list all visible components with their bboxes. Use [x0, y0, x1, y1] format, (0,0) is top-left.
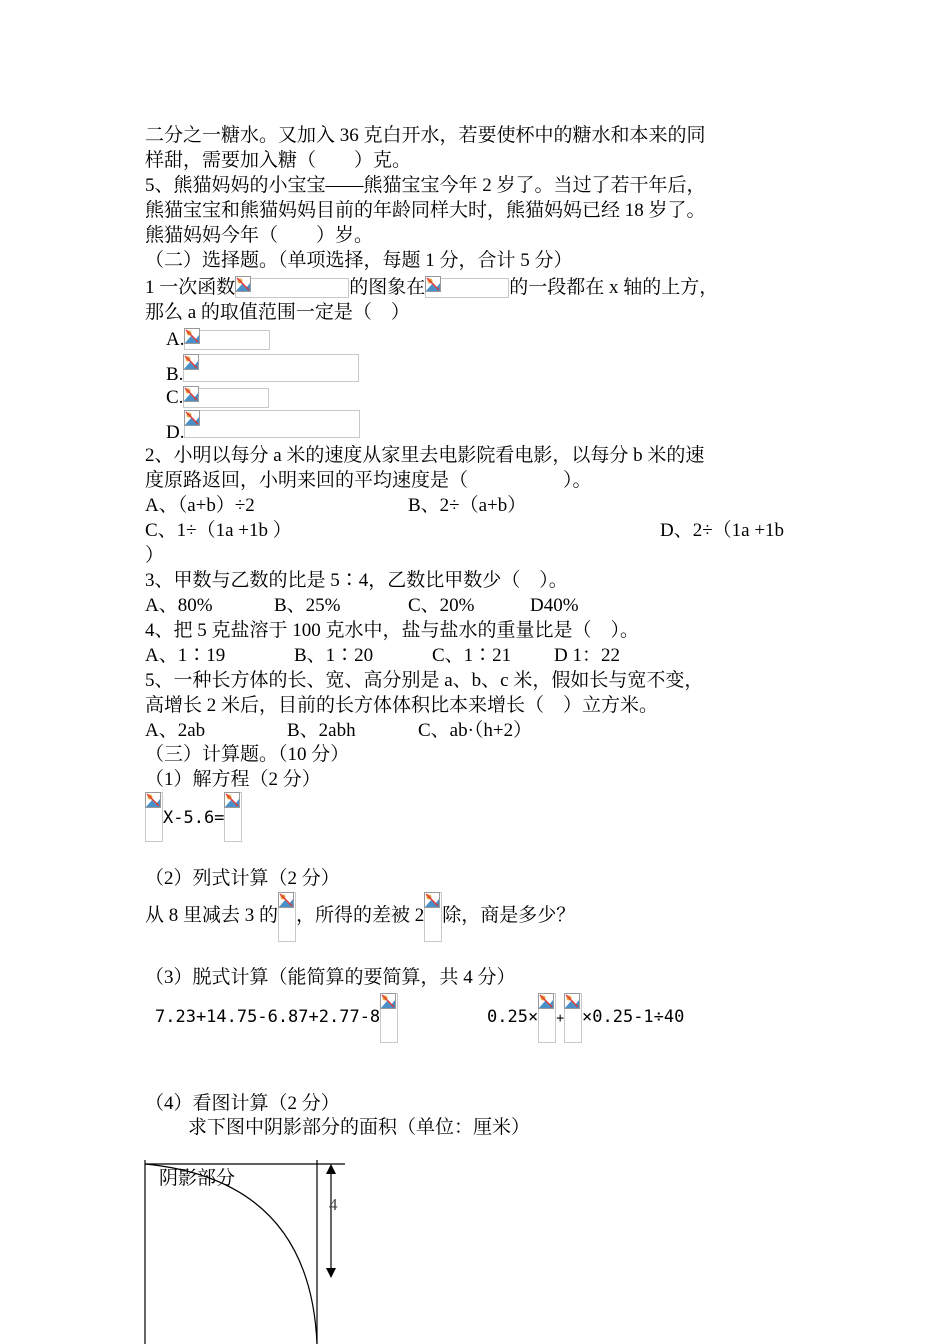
text-line: 求下图中阴影部分的面积（单位：厘米）: [188, 1117, 531, 1138]
text-fragment: ，所得的差被 2: [296, 905, 425, 926]
option-label: C.: [166, 387, 184, 408]
text-line: 2、小明以每分 a 米的速度从家里去电影院看电影，以每分 b 米的速: [145, 445, 705, 466]
text-fragment: 的图象在: [349, 277, 426, 298]
section-heading: （三）计算题。（10 分）: [145, 744, 350, 765]
subsection-heading: （1）解方程（2 分）: [145, 769, 321, 790]
text-fragment: 1 一次函数: [145, 277, 236, 298]
option-label: A.: [166, 329, 185, 350]
choice-a: A、（a+b）÷2: [145, 495, 255, 516]
expression-text: ×0.25-1÷40: [582, 1007, 685, 1027]
choice-c: C、1÷（1a +1b ）: [145, 520, 292, 541]
text-line: ）: [145, 545, 165, 566]
quarter-arc: [145, 1164, 317, 1344]
arrow-up-icon: [326, 1164, 336, 1174]
equation-text: X-5.6=: [163, 808, 225, 828]
choice-d: D、2÷（1a +1b: [660, 520, 785, 541]
section-heading: （二）选择题。（单项选择，每题 1 分，合计 5 分）: [145, 250, 573, 271]
option-label: B.: [166, 364, 184, 385]
subsection-heading: （4）看图计算（2 分）: [145, 1093, 340, 1114]
subsection-heading: （2）列式计算（2 分）: [145, 868, 340, 889]
text-line: 二分之一糖水。又加入 36 克白开水，若要使杯中的糖水和本来的同: [145, 125, 706, 146]
subsection-heading: （3）脱式计算（能简算的要简算，共 4 分）: [145, 967, 516, 988]
choice-a: A、2ab: [145, 720, 206, 741]
option-label: D.: [166, 422, 185, 443]
dimension-label: 4: [329, 1195, 338, 1214]
choice-a: A、80%: [145, 595, 213, 616]
choice-d: D40%: [530, 595, 579, 616]
text-fragment: 的一段都在 x 轴的上方，: [509, 277, 719, 298]
text-line: 度原路返回，小明来回的平均速度是（ ）。: [145, 470, 592, 491]
choice-d: D 1：22: [554, 645, 620, 666]
expression-text: 0.25×: [487, 1007, 539, 1027]
text-line: 高增长 2 米后，目前的长方体体积比本来增长（ ）立方米。: [145, 695, 659, 716]
expression-text: 7.23+14.75-6.87+2.77-8: [155, 1007, 381, 1027]
text-line: 3、甲数与乙数的比是 5∶4，乙数比甲数少（ ）。: [145, 570, 568, 591]
text-line: 5、熊猫妈妈的小宝宝——熊猫宝宝今年 2 岁了。当过了若干年后，: [145, 175, 706, 196]
choice-c: C、ab·（h+2）: [418, 720, 533, 741]
shaded-label: 阴影部分: [159, 1168, 236, 1189]
choice-b: B、1∶20: [294, 645, 374, 666]
text-line: 熊猫妈妈今年（ ）岁。: [145, 225, 374, 246]
choice-a: A、1∶19: [145, 645, 226, 666]
text-line: 样甜，需要加入糖（ ）克。: [145, 150, 412, 171]
choice-b: B、2÷（a+b）: [408, 495, 527, 516]
choice-b: B、2abh: [287, 720, 356, 741]
expression-text: +: [556, 1011, 565, 1026]
text-fragment: 从 8 里减去 3 的: [145, 905, 279, 926]
text-line: 4、把 5 克盐溶于 100 克水中，盐与盐水的重量比是（ ）。: [145, 620, 640, 641]
text-line: 熊猫宝宝和熊猫妈妈目前的年龄同样大时，熊猫妈妈已经 18 岁了。: [145, 200, 706, 221]
text-fragment: 除，商是多少？: [442, 905, 576, 926]
arrow-down-icon: [326, 1268, 336, 1278]
choice-c: C、1∶21: [432, 645, 512, 666]
text-line: 那么 a 的取值范围一定是（ ）: [145, 302, 410, 323]
text-line: 5、一种长方体的长、宽、高分别是 a、b、c 米，假如长与宽不变，: [145, 670, 704, 691]
choice-b: B、25%: [274, 595, 341, 616]
choice-c: C、20%: [408, 595, 475, 616]
